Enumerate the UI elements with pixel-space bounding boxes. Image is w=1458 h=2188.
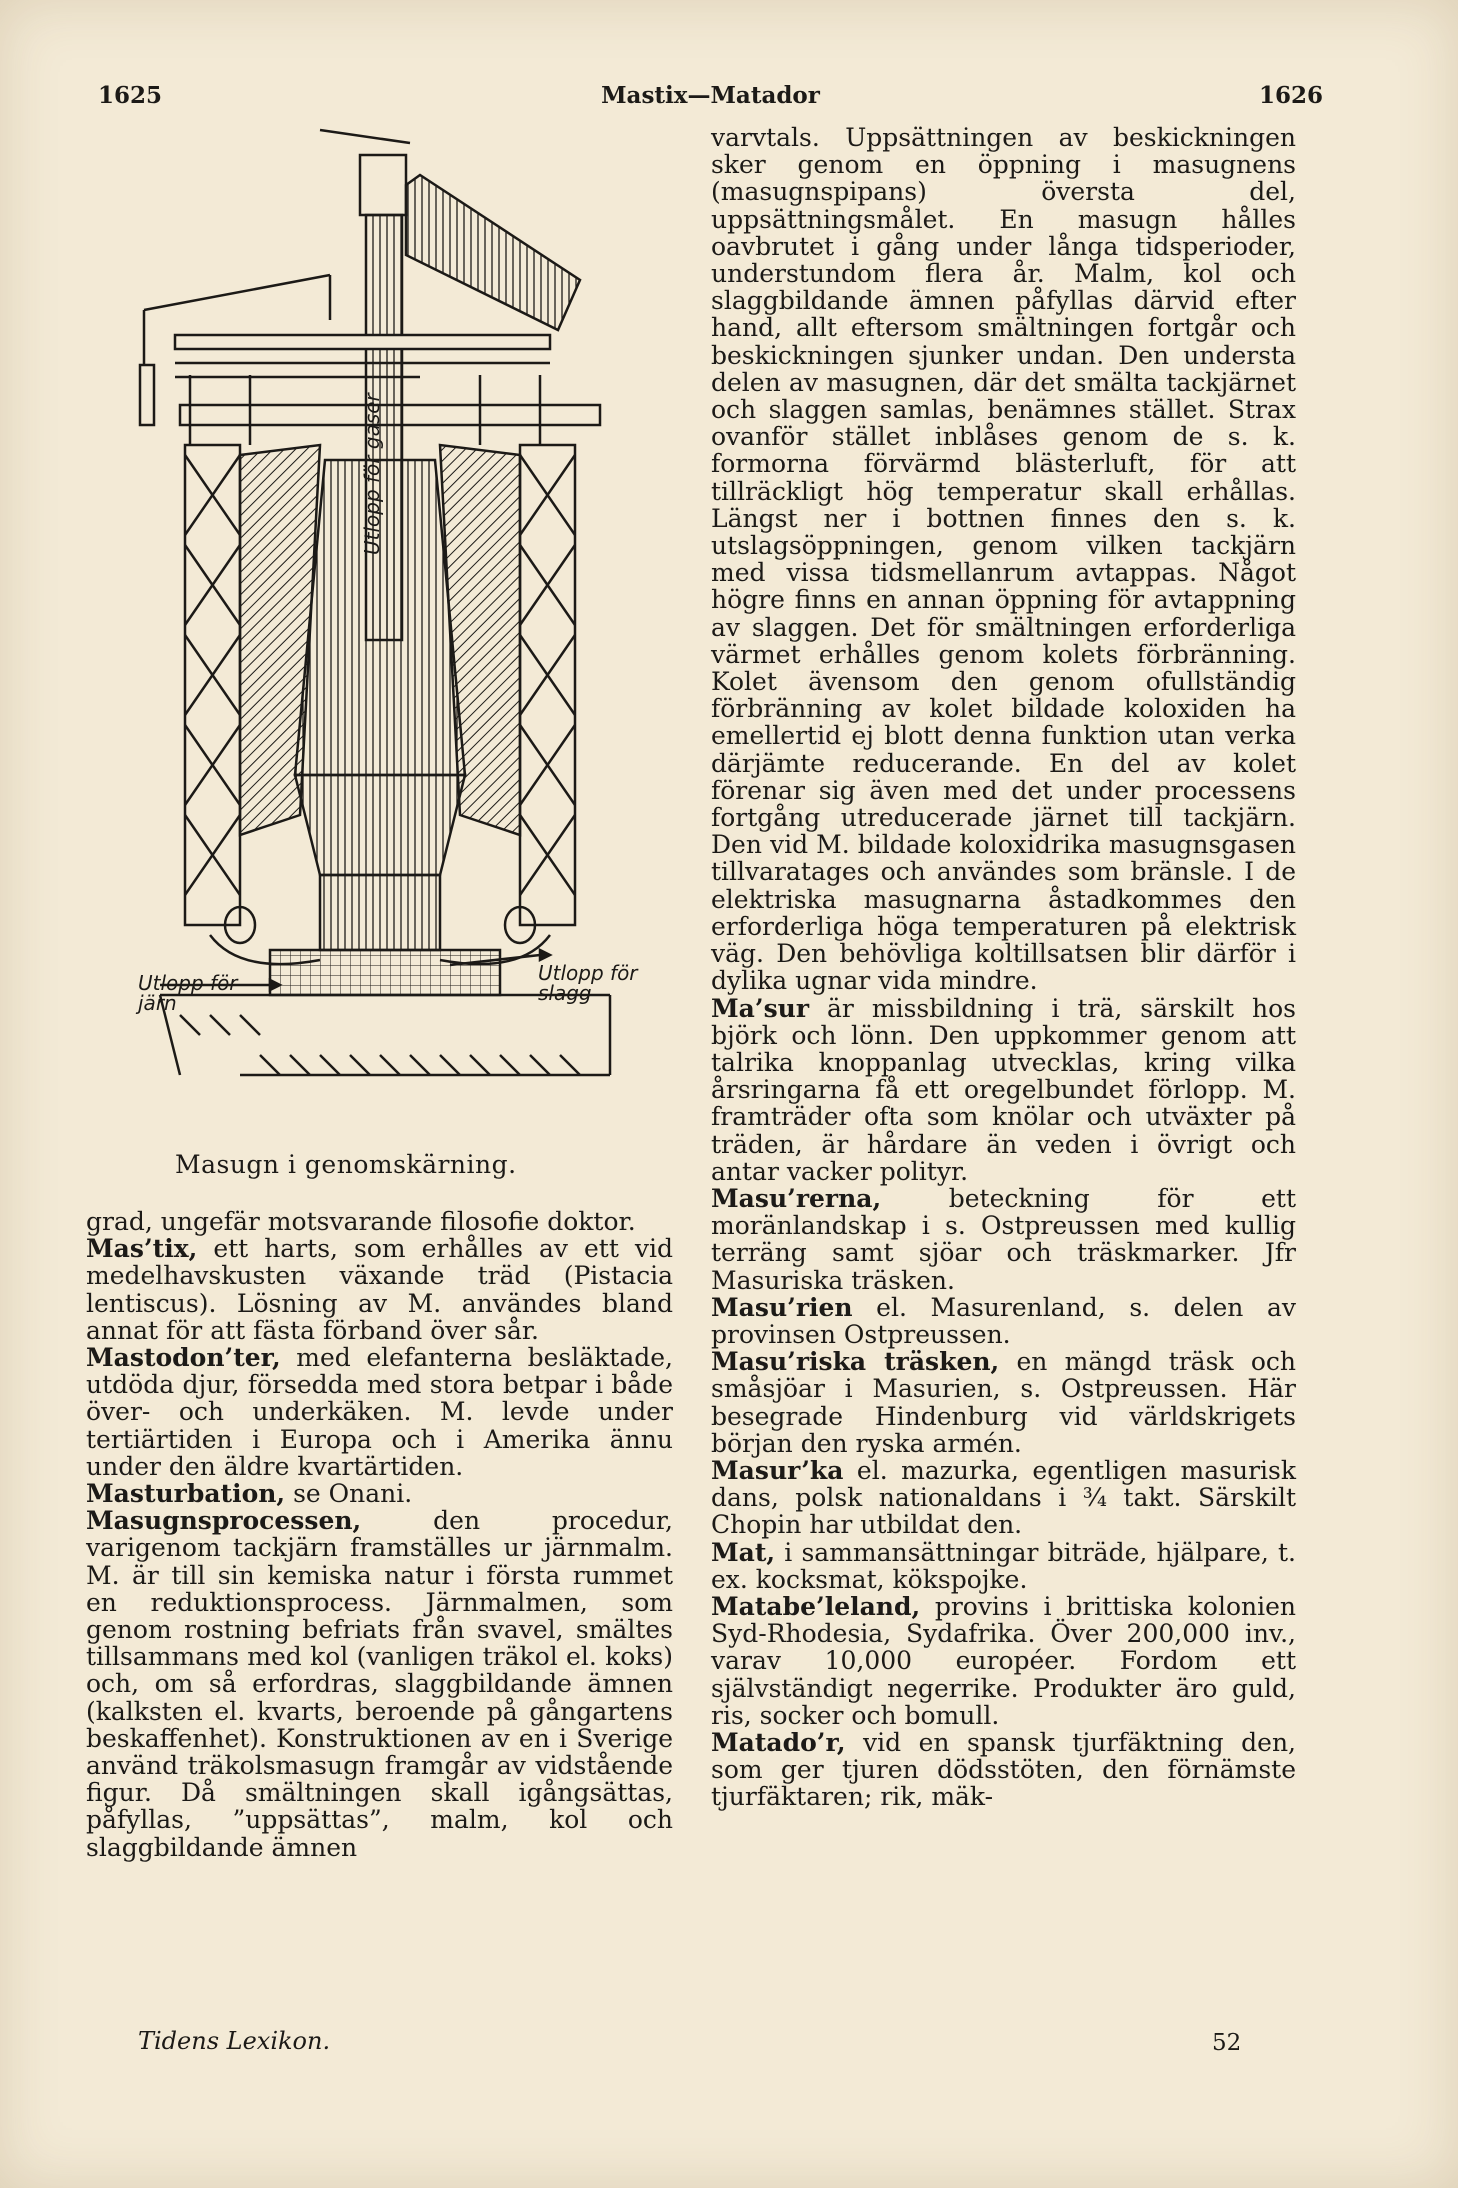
entry-masurien: Masu’rien el. Masurenland, s. delen av provinsen Ostpreussen.	[711, 1292, 1296, 1349]
right-column	[711, 124, 1296, 1811]
headword: Mas’tix,	[86, 1234, 198, 1264]
headword: Ma’sur	[711, 993, 809, 1023]
figure-caption: Masugn i genomskärning.	[175, 1150, 517, 1179]
page-number-left: 1625	[98, 82, 163, 109]
entry-matabeleland: Matabe’leland, provins i brittiska kolonien Syd-Rhodesia, Sydafrika. Över 200,000 inv., varav 10,000 européer. Fordom ett självständigt negerrike. Produkter äro guld, ris, socker och bomull.	[711, 1591, 1296, 1730]
entry-masugnsprocessen-cont: varvtals. Uppsättningen av beskickningen sker genom en öppning i masugnens (masugnspipans) översta del, uppsättningsmålet. En masugn hålles oavbrutet i gång under långa tidsperioder, understundom flera år. Malm, kol och slaggbildande ämnen påfyllas därvid efter hand, allt eftersom smältningen fortgår och beskickningen sjunker undan. Den understa delen av masugnen, där det smälta tackjärnet och slaggen samlas, benämnes stället. Strax ovanför stället inblåses genom de s. k. formorna förvärmd blästerluft, för att tillräckligt hög temperatur skall erhållas. Längst ner i bottnen finnes den s. k. utslagsöppningen, genom vilken tackjärn med vissa tidsmellanrum avtappas. Något högre finns en annan öppning för avtappning av slaggen. Det för smältningen erforderliga värmet erhålles genom kolets förbränning. Kolet ävensom den genom ofullständig förbränning av kolet bildade koloxiden ha emellertid ej blott denna funktion utan verka därjämte reducerande. En del av kolet förenar sig även med det under processens fortgång utreducerade järnet till tackjärn. Den vid M. bildade koloxidrika masugnsgasen tillvaratages och användes som bränsle. I de elektriska masugnarna åstadkommes den erforderliga höga temperaturen på elektrisk väg. Den behövliga koltillsatsen blir därför i dylika ugnar vida mindre.	[711, 123, 1296, 996]
label-iron-outlet: Utlopp för järn	[138, 971, 238, 1015]
label-gas-outlet: Utlopp för gaser	[360, 393, 384, 555]
entry-masurka: Masur’ka el. mazurka, egentligen masurisk dans, polsk nationaldans i ¾ takt. Särskilt Chopin har utbildat den.	[711, 1455, 1296, 1540]
headword: Mastodon’ter,	[86, 1343, 281, 1373]
headword: Mat,	[711, 1537, 776, 1567]
blast-furnace-figure	[120, 115, 680, 1175]
entry-mastodonter: Mastodon’ter, med elefanterna besläktade, utdöda djur, försedda med stora betpar i både över- och underkäken. M. levde under tertiärtiden i Europa och i Amerika ännu under den äldre kvartärtiden.	[86, 1343, 673, 1481]
entry-masuriska-trasken: Masu’riska träsken, en mängd träsk och småsjöar i Masurien, s. Ostpreussen. Här besegrade Hindenburg vid världskrigets början den ryska armén.	[711, 1347, 1296, 1458]
entry-grad: grad, ungefär motsvarande filosofie doktor.	[86, 1207, 636, 1236]
left-column	[86, 1208, 673, 1861]
entry-masurerna: Masu’rerna, beteckning för ett moränlandskap i s. Ostpreussen med kullig terräng samt sjöar och träskmarker. Jfr Masuriska träsken.	[711, 1183, 1296, 1295]
running-title: Mastix—Matador	[601, 82, 820, 109]
entry-masturbation: Masturbation, se Onani.	[86, 1479, 413, 1509]
headword: Matabe’leland,	[711, 1591, 921, 1621]
headword: Masu’rien	[711, 1292, 853, 1322]
label-slag-outlet: Utlopp för slagg	[538, 961, 638, 1005]
headword: Masturbation,	[86, 1479, 286, 1509]
headword: Masu’riska träsken,	[711, 1347, 1000, 1377]
blast-furnace-illustration	[120, 115, 680, 1175]
publisher-footer: Tidens Lexikon.	[138, 2027, 331, 2055]
sheet-signature: 52	[1212, 2030, 1242, 2056]
entry-masur: Ma’sur är missbildning i trä, särskilt hos björk och lönn. Den uppkommer genom att talrika knoppanlag utvecklas, kring vilka årsringarna få ett oregelbundet förlopp. M. framträder ofta som knölar och utväxter på träden, är hårdare än veden i övrigt och antar vacker polityr.	[711, 993, 1296, 1186]
entry-mastix: Mas’tix, ett harts, som erhålles av ett vid medelhavskusten växande träd (Pistacia lentiscus). Lösning av M. användes bland annat för att fästa förband över sår.	[86, 1234, 673, 1345]
headword: Masugnsprocessen,	[86, 1506, 362, 1536]
headword: Matado’r,	[711, 1727, 846, 1757]
headword: Masur’ka	[711, 1455, 844, 1485]
entry-masugnsprocessen: Masugnsprocessen, den procedur, varigenom tackjärn framställes ur järnmalm. M. är till sin kemiska natur i första rummet en reduktionsprocess. Järnmalmen, som genom rostning befriats från svavel, smältes tillsammans med kol (vanligen träkol el. koks) och, om så erfordras, slaggbildande ämnen (kalksten el. kvarts, beroende på gångartens beskaffenhet). Konstruktionen av en i Sverige använd träkolsmasugn framgår av vidstående figur. Då smältningen skall igångsättas, påfyllas, ”uppsättas”, malm, kol och slaggbildande ämnen	[86, 1506, 673, 1862]
headword: Masu’rerna,	[711, 1183, 882, 1213]
entry-mat: Mat, i sammansättningar biträde, hjälpare, t. ex. kocksmat, kökspojke.	[711, 1537, 1296, 1594]
entry-matador: Matado’r, vid en spansk tjurfäktning den, som ger tjuren dödsstöten, den förnämste tjurfäktaren; rik, mäk-	[711, 1727, 1296, 1812]
page-number-right: 1626	[1258, 82, 1323, 109]
